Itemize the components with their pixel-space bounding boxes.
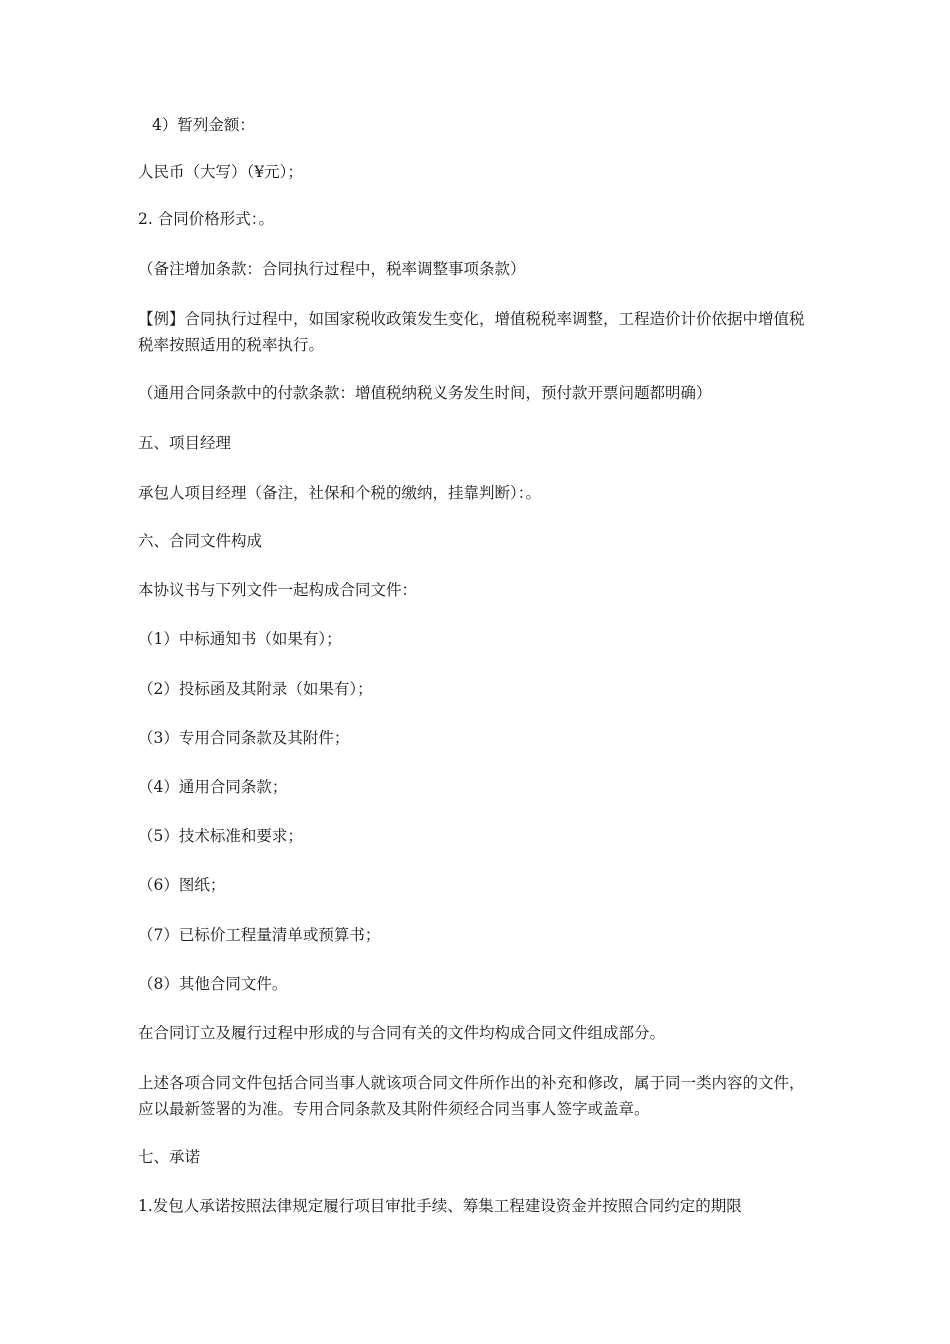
- contract-price-form: 2. 合同价格形式：。: [138, 210, 274, 228]
- contract-documents-intro: 本协议书与下列文件一起构成合同文件：: [138, 581, 418, 599]
- payment-clause-note: （通用合同条款中的付款条款：增值税纳税义务发生时间，预付款开票问题都明确）: [138, 384, 712, 402]
- list-item: （6）图纸；: [138, 876, 226, 894]
- project-manager-line: 承包人项目经理（备注，社保和个税的缴纳，挂靠判断）：。: [138, 484, 542, 502]
- tax-rate-example: 【例】合同执行过程中，如国家税收政策发生变化，增值税税率调整，工程造价计价依据中增值税税率按照适用的税率执行。: [138, 310, 805, 354]
- list-item: （2）投标函及其附录（如果有）；: [138, 680, 373, 698]
- list-item: （7）已标价工程量清单或预算书；: [138, 926, 381, 944]
- documents-precedence-paragraph: 上述各项合同文件包括合同当事人就该项合同文件所作出的补充和修改，属于同一类内容的文件，应以最新签署的为准。专用合同条款及其附件须经合同当事人签字或盖章。: [138, 1074, 805, 1118]
- employer-commitment-line: 1.发包人承诺按照法律规定履行项目审批手续、筹集工程建设资金并按照合同约定的期限: [138, 1197, 742, 1215]
- section-six-heading: 六、合同文件构成: [138, 532, 263, 550]
- provisional-sum-heading: 4）暂列金额：: [152, 116, 255, 134]
- list-item: （4）通用合同条款；: [138, 778, 288, 796]
- rmb-amount-line: 人民币（大写）（¥元）；: [138, 163, 303, 181]
- list-item: （8）其他合同文件。: [138, 975, 288, 993]
- list-item: （5）技术标准和要求；: [138, 827, 303, 845]
- list-item: （3）专用合同条款及其附件；: [138, 729, 350, 747]
- documents-formation-line: 在合同订立及履行过程中形成的与合同有关的文件均构成合同文件组成部分。: [138, 1024, 666, 1042]
- tax-rate-note: （备注增加条款：合同执行过程中，税率调整事项条款）: [138, 260, 526, 278]
- list-item: （1）中标通知书（如果有）；: [138, 630, 342, 648]
- section-seven-heading: 七、承诺: [138, 1148, 201, 1166]
- section-five-heading: 五、项目经理: [138, 434, 232, 452]
